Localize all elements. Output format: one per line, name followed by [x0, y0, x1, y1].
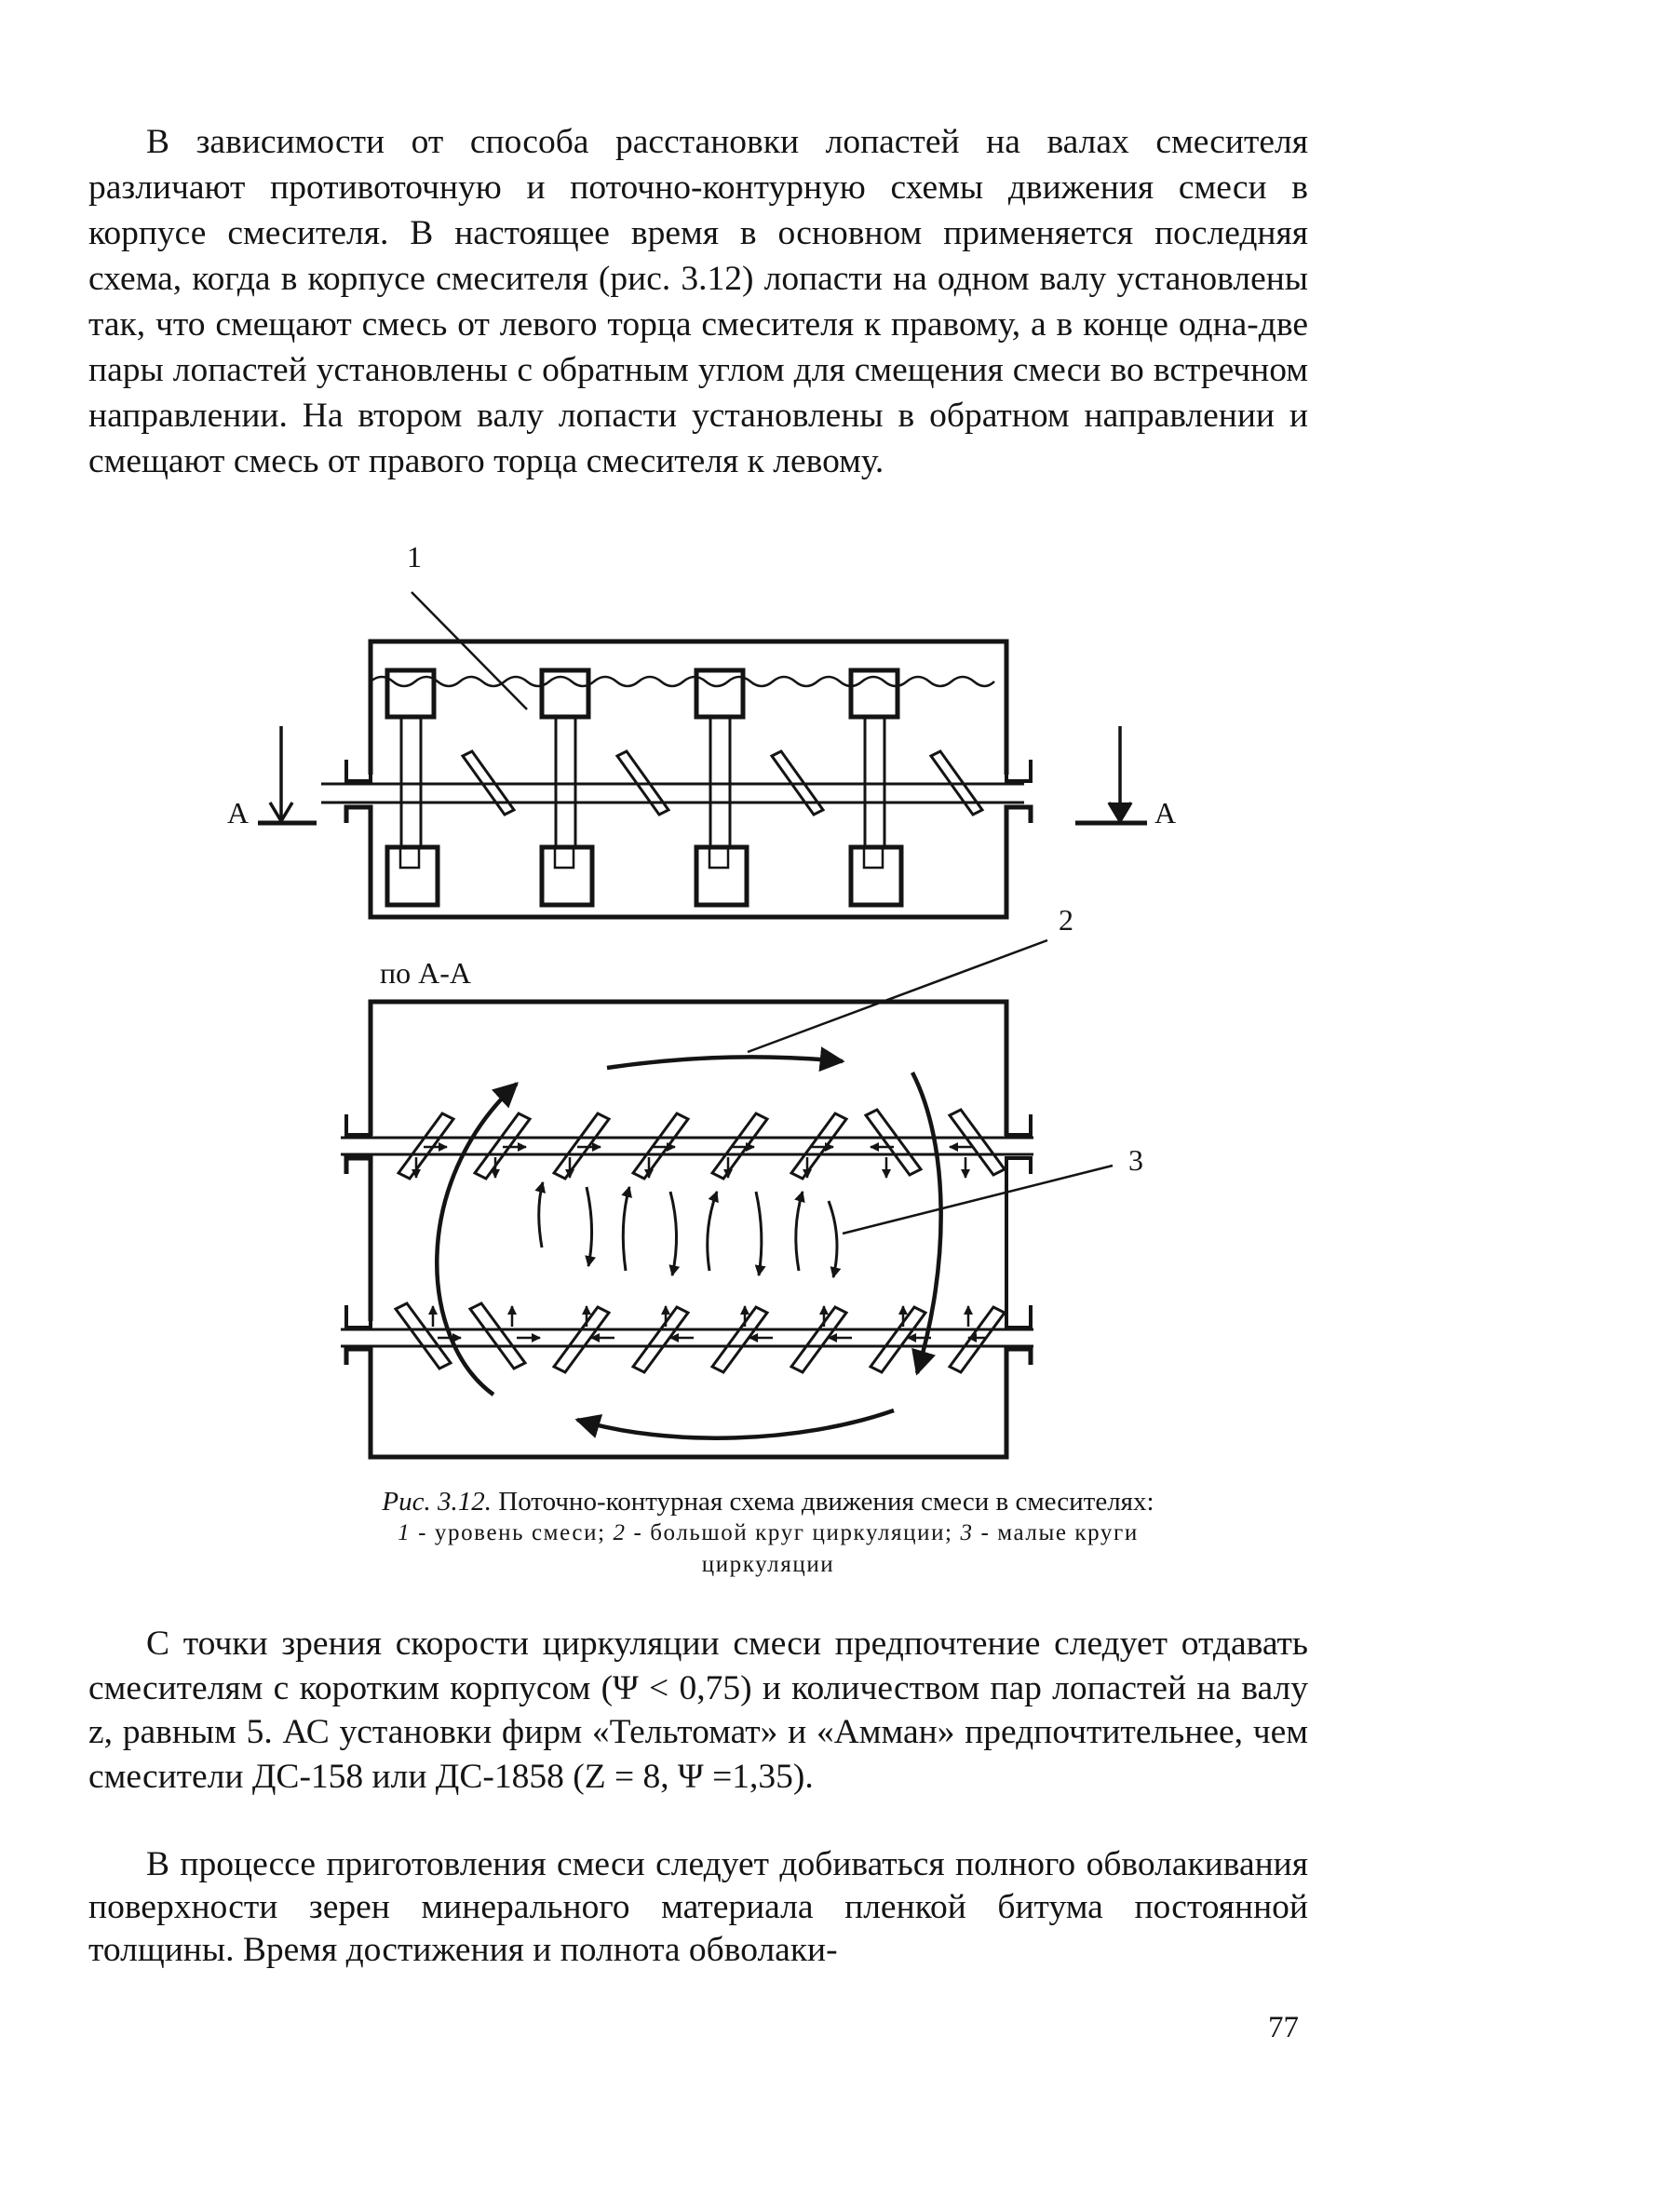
caption-item2-num: 2: [613, 1520, 627, 1545]
paragraph-coating: В процессе приготовления смеси следует добиваться полного обволакивания поверхности зерен минерального материала пленкой битума постоянной толщины. Время достижения и полнота обволаки-: [88, 1845, 1308, 1969]
caption-line-2: [354, 1517, 1182, 1549]
caption-item3-text: - малые круги: [980, 1520, 1139, 1545]
plan-view: [258, 592, 1147, 917]
caption-figure-ref: Рис. 3.12.: [382, 1487, 492, 1517]
section-arrow-right: [1075, 726, 1147, 823]
paragraph-intro: В зависимости от способа расстановки лопастей на валах смесителя различают противоточную и поточно-контурную схемы движения смеси в корпусе смесителя. В настоящее время в основном применяется последняя схема, когда в корпусе смесителя (рис. 3.12) лопасти на одном валу установлены так, что смещают смесь от левого торца смесителя к правому, а в конце одна-две пары лопастей установлены с обратным углом для смещения смеси во встречном направлении. На втором валу лопасти установлены в обратном направлении и смещают смесь от правого торца смесителя к левому.: [88, 123, 1308, 480]
mixer-diagram: [0, 540, 1674, 1490]
caption-line-3: циркуляции: [701, 1552, 835, 1577]
caption-title: Поточно-контурная схема движения смеси в смесителях:: [498, 1487, 1154, 1517]
page-number: 77: [1268, 2011, 1299, 2044]
callout-3: 3: [1128, 1143, 1143, 1177]
caption-item2-text: - большой круг циркуляции;: [633, 1520, 953, 1545]
paddle-assembly-4: [851, 670, 901, 905]
paddle-assembly-2: [542, 670, 592, 905]
caption-item3-num: 3: [960, 1520, 974, 1545]
section-view: [341, 940, 1113, 1457]
section-arrow-left: [258, 726, 317, 823]
paragraph-circulation-speed: С точки зрения скорости циркуляции смеси предпочтение следует отдавать смесителям с коротким корпусом (Ψ < 0,75) и количеством пар лопастей на валу z, равным 5. АС установки фирм «Тельтомат» и «Амман» предпочтительнее, чем смесители ДС-158 или ДС-1858 (Z = 8, Ψ =1,35).: [88, 1625, 1308, 1796]
paddle-assembly-1: [387, 670, 438, 905]
section-view-label: по А-А: [380, 956, 471, 990]
caption-item1-text: - уровень смеси;: [418, 1520, 606, 1545]
figure-3-12: [0, 540, 1674, 1490]
upper-shaft-blades: [398, 1110, 1005, 1179]
section-mark-right: А: [1154, 796, 1177, 830]
callout-2: 2: [1059, 903, 1073, 937]
caption-item1-num: 1: [398, 1520, 412, 1545]
callout-1: 1: [407, 540, 422, 573]
figure-caption: [354, 1486, 1182, 1581]
small-circulation-arrows: [539, 1182, 837, 1277]
caption-line-1: [354, 1486, 1182, 1517]
paddle-assembly-3: [696, 670, 747, 905]
lower-up-arrows: [433, 1306, 968, 1327]
section-mark-left: А: [227, 796, 250, 830]
